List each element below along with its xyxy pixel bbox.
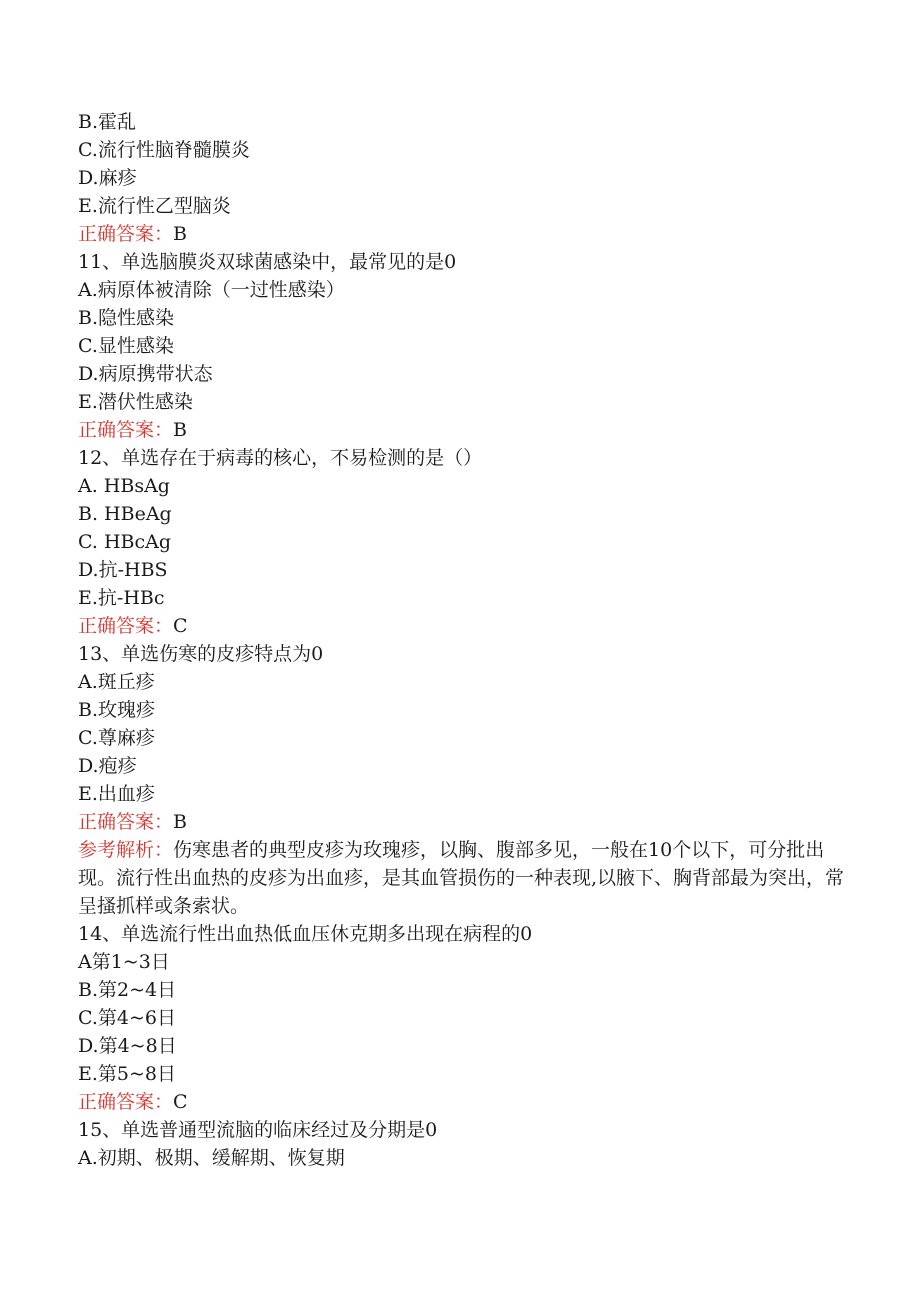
option-line: C.显性感染 (78, 335, 174, 357)
option-line: E.抗-HBc (78, 587, 165, 609)
answer-line (78, 1088, 858, 1116)
answer-value: B (173, 419, 187, 441)
option-line: B.霍乱 (78, 111, 137, 133)
answer-value: B (173, 223, 187, 245)
document-page (78, 108, 858, 1172)
option-line: A. HBsAg (78, 475, 170, 497)
option-line: C.流行性脑脊髓膜炎 (78, 139, 250, 161)
option-line: C. HBcAg (78, 531, 171, 553)
analysis-paragraph (78, 836, 858, 920)
option-line: E.出血疹 (78, 783, 155, 805)
question-line: 14、单选流行性出血热低血压休克期多出现在病程的0 (78, 923, 533, 945)
option-line: E.流行性乙型脑炎 (78, 195, 231, 217)
option-line: A第1~3日 (78, 951, 170, 973)
option-line: B.隐性感染 (78, 307, 175, 329)
option-line: E.第5~8日 (78, 1063, 177, 1085)
answer-line (78, 808, 858, 836)
option-line: B.第2~4日 (78, 979, 177, 1001)
answer-value: C (173, 615, 188, 637)
option-line: A.病原体被清除（一过性感染） (78, 279, 345, 301)
answer-label: 正确答案： (78, 615, 174, 637)
option-line: D.第4~8日 (78, 1035, 177, 1057)
answer-label: 正确答案： (78, 419, 174, 441)
question-line: 12、单选存在于病毒的核心，不易检测的是（） (78, 447, 483, 469)
option-line: A.斑丘疹 (78, 671, 155, 693)
answer-value: C (173, 1091, 188, 1113)
answer-label: 正确答案： (78, 223, 174, 245)
answer-line (78, 220, 858, 248)
analysis-label: 参考解析： (78, 839, 174, 861)
option-line: D.抗-HBS (78, 559, 168, 581)
option-line: D.疱疹 (78, 755, 137, 777)
option-line: B. HBeAg (78, 503, 172, 525)
option-line: C.尊麻疹 (78, 727, 155, 749)
answer-line (78, 416, 858, 444)
option-line: A.初期、极期、缓解期、恢复期 (78, 1147, 345, 1169)
answer-label: 正确答案： (78, 811, 174, 833)
option-line: D.麻疹 (78, 167, 137, 189)
answer-line (78, 612, 858, 640)
analysis-text: 伤寒患者的典型皮疹为玫瑰疹，以胸、腹部多见，一般在10个以下，可分批出现。流行性出血热的皮疹为出血疹，是其血管损伤的一种表现,以腋下、胸背部最为突出，常呈搔抓样或条索状。 (78, 839, 845, 917)
question-line: 15、单选普通型流脑的临床经过及分期是0 (78, 1119, 438, 1141)
question-line: 11、单选脑膜炎双球菌感染中，最常见的是0 (78, 251, 457, 273)
answer-value: B (173, 811, 187, 833)
question-line: 13、单选伤寒的皮疹特点为0 (78, 643, 324, 665)
option-line: D.病原携带状态 (78, 363, 213, 385)
answer-label: 正确答案： (78, 1091, 174, 1113)
option-line: E.潜伏性感染 (78, 391, 193, 413)
option-line: C.第4~6日 (78, 1007, 176, 1029)
option-line: B.玫瑰疹 (78, 699, 156, 721)
